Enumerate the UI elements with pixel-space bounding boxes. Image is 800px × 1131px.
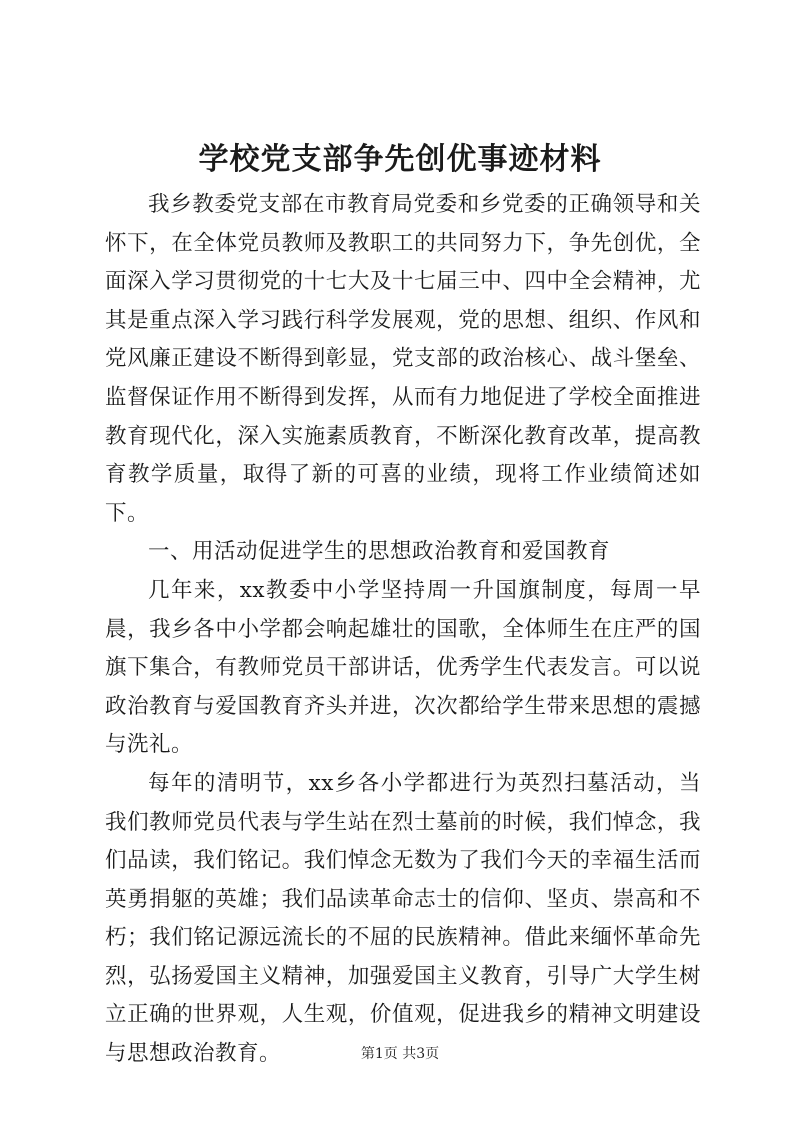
document-title: 学校党支部争先创优事迹材料 <box>198 142 602 177</box>
section-heading-1: 一、用活动促进学生的思想政治教育和爱国教育 <box>148 539 611 565</box>
document-body <box>105 186 701 1074</box>
paragraph-intro: 我乡教委党支部在市教育局党委和乡党委的正确领导和关怀下，在全体党员教师及教职工的共同努力下，争先创优，全面深入学习贯彻党的十七大及十七届三中、四中全会精神，尤其是重点深入学习践行科学发展观，党的思想、组织、作风和党风廉正建设不断得到彰显，党支部的政治核心、战斗堡垒、监督保证作用不断得到发挥，从而有力地促进了学校全面推进教育现代化，深入实施素质教育，不断深化教育改革，提高教育教学质量，取得了新的可喜的业绩，现将工作业绩简述如下。 <box>105 192 701 526</box>
paragraph-qingming: 每年的清明节，xx乡各小学都进行为英烈扫墓活动，当我们教师党员代表与学生站在烈士墓前的时候，我们悼念，我们品读，我们铭记。我们悼念无数为了我们今天的幸福生活而英勇捐躯的英雄；我们品读革命志士的信仰、坚贞、崇高和不朽；我们铭记源远流长的不屈的民族精神。借此来缅怀革命先烈，弘扬爱国主义精神，加强爱国主义教育，引导广大学生树立正确的世界观，人生观，价值观，促进我乡的精神文明建设与思想政治教育。 <box>105 770 701 1067</box>
page-footer: 第1页 共3页 <box>360 1046 440 1062</box>
paragraph-flag-raising: 几年来，xx教委中小学坚持周一升国旗制度，每周一早晨，我乡各中小学都会响起雄壮的国歌，全体师生在庄严的国旗下集合，有教师党员干部讲话，优秀学生代表发言。可以说政治教育与爱国教育齐头并进，次次都给学生带来思想的震撼与洗礼。 <box>105 577 701 758</box>
